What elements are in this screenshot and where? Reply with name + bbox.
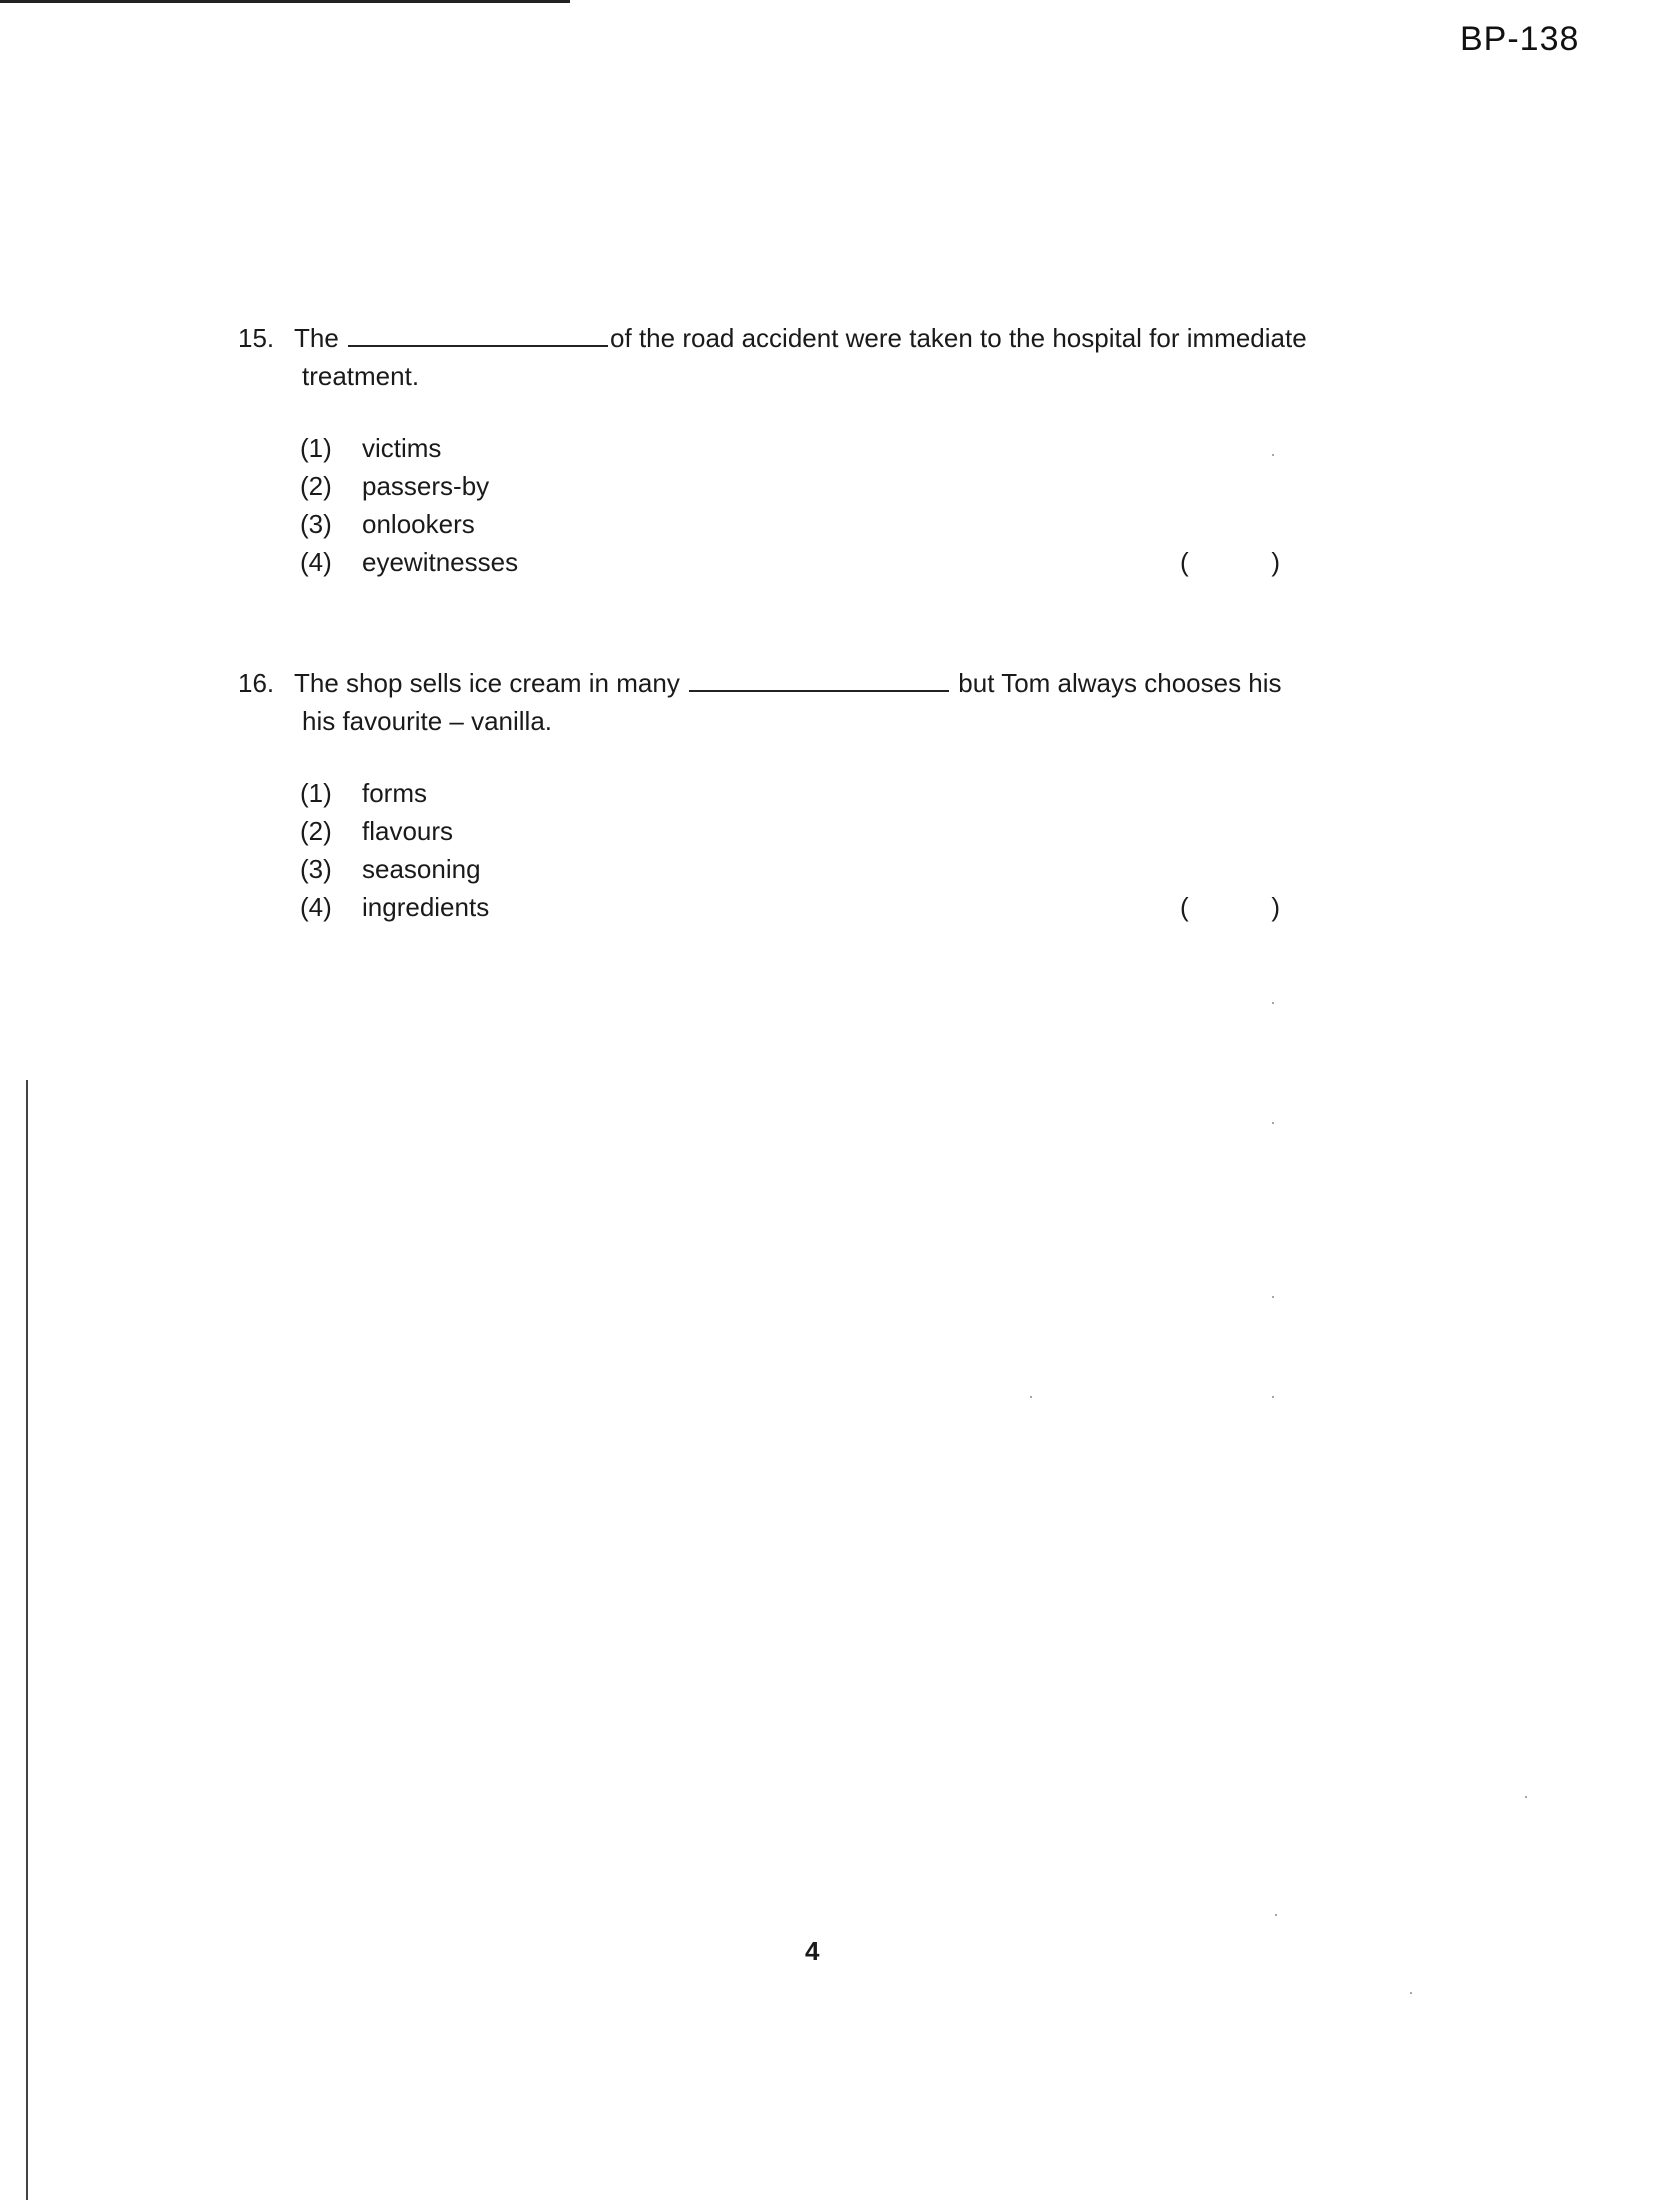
option-label: forms bbox=[362, 778, 427, 808]
question-number: 16. bbox=[238, 668, 275, 698]
option-number: (3) bbox=[300, 854, 332, 884]
stem-text-after-blank: of the road accident were taken to the hospital for immediate bbox=[610, 323, 1307, 353]
option-number: (4) bbox=[300, 892, 332, 922]
answer-bracket-close: ) bbox=[1271, 892, 1280, 922]
option-number: (2) bbox=[300, 816, 332, 846]
option-item bbox=[300, 850, 1378, 888]
option-label: ingredients bbox=[362, 892, 490, 922]
scan-speck bbox=[1410, 1992, 1412, 1994]
stem-text-before-blank: The bbox=[294, 323, 339, 353]
answer-bracket-open: ( bbox=[1180, 892, 1189, 922]
left-margin-line bbox=[26, 1080, 28, 2200]
question-15 bbox=[238, 319, 1378, 581]
question-stem bbox=[238, 319, 1378, 357]
answer-bracket-close: ) bbox=[1271, 547, 1280, 577]
answer-bracket-open: ( bbox=[1180, 547, 1189, 577]
scan-speck bbox=[1272, 1296, 1274, 1298]
scan-speck bbox=[1272, 1122, 1274, 1124]
option-item bbox=[300, 774, 1378, 812]
scan-speck bbox=[1272, 1396, 1274, 1398]
option-item bbox=[300, 543, 1378, 581]
stem-text-before-blank: The shop sells ice cream in many bbox=[294, 668, 680, 698]
stem-continuation: treatment. bbox=[302, 361, 420, 391]
top-border-line bbox=[0, 0, 570, 3]
scan-speck bbox=[1272, 1002, 1274, 1004]
options-list bbox=[238, 429, 1378, 581]
option-number: (1) bbox=[300, 778, 332, 808]
option-label: eyewitnesses bbox=[362, 547, 519, 577]
answer-blank bbox=[689, 668, 949, 692]
question-16 bbox=[238, 664, 1378, 926]
option-label: seasoning bbox=[362, 854, 481, 884]
option-item bbox=[300, 429, 1378, 467]
question-stem bbox=[238, 664, 1378, 702]
stem-continuation: his favourite – vanilla. bbox=[302, 706, 553, 736]
options-list bbox=[238, 774, 1378, 926]
stem-text-after-blank: but Tom always chooses his bbox=[958, 668, 1282, 698]
option-item bbox=[300, 467, 1378, 505]
option-item bbox=[300, 505, 1378, 543]
answer-bracket[interactable] bbox=[1180, 543, 1280, 581]
option-item bbox=[300, 812, 1378, 850]
scan-speck bbox=[1275, 1914, 1277, 1916]
document-code: BP-138 bbox=[1460, 20, 1580, 58]
question-number: 15. bbox=[238, 323, 275, 353]
option-number: (4) bbox=[300, 547, 332, 577]
option-number: (3) bbox=[300, 509, 332, 539]
answer-bracket[interactable] bbox=[1180, 888, 1280, 926]
option-label: onlookers bbox=[362, 509, 475, 539]
scan-speck bbox=[1272, 454, 1274, 456]
option-number: (2) bbox=[300, 471, 332, 501]
scan-speck bbox=[1525, 1796, 1527, 1798]
option-label: victims bbox=[362, 433, 442, 463]
answer-blank bbox=[348, 323, 608, 347]
option-label: flavours bbox=[362, 816, 454, 846]
page-number: 4 bbox=[805, 1936, 820, 1966]
scan-speck bbox=[1030, 1396, 1032, 1398]
option-item bbox=[300, 888, 1378, 926]
option-number: (1) bbox=[300, 433, 332, 463]
option-label: passers-by bbox=[362, 471, 490, 501]
